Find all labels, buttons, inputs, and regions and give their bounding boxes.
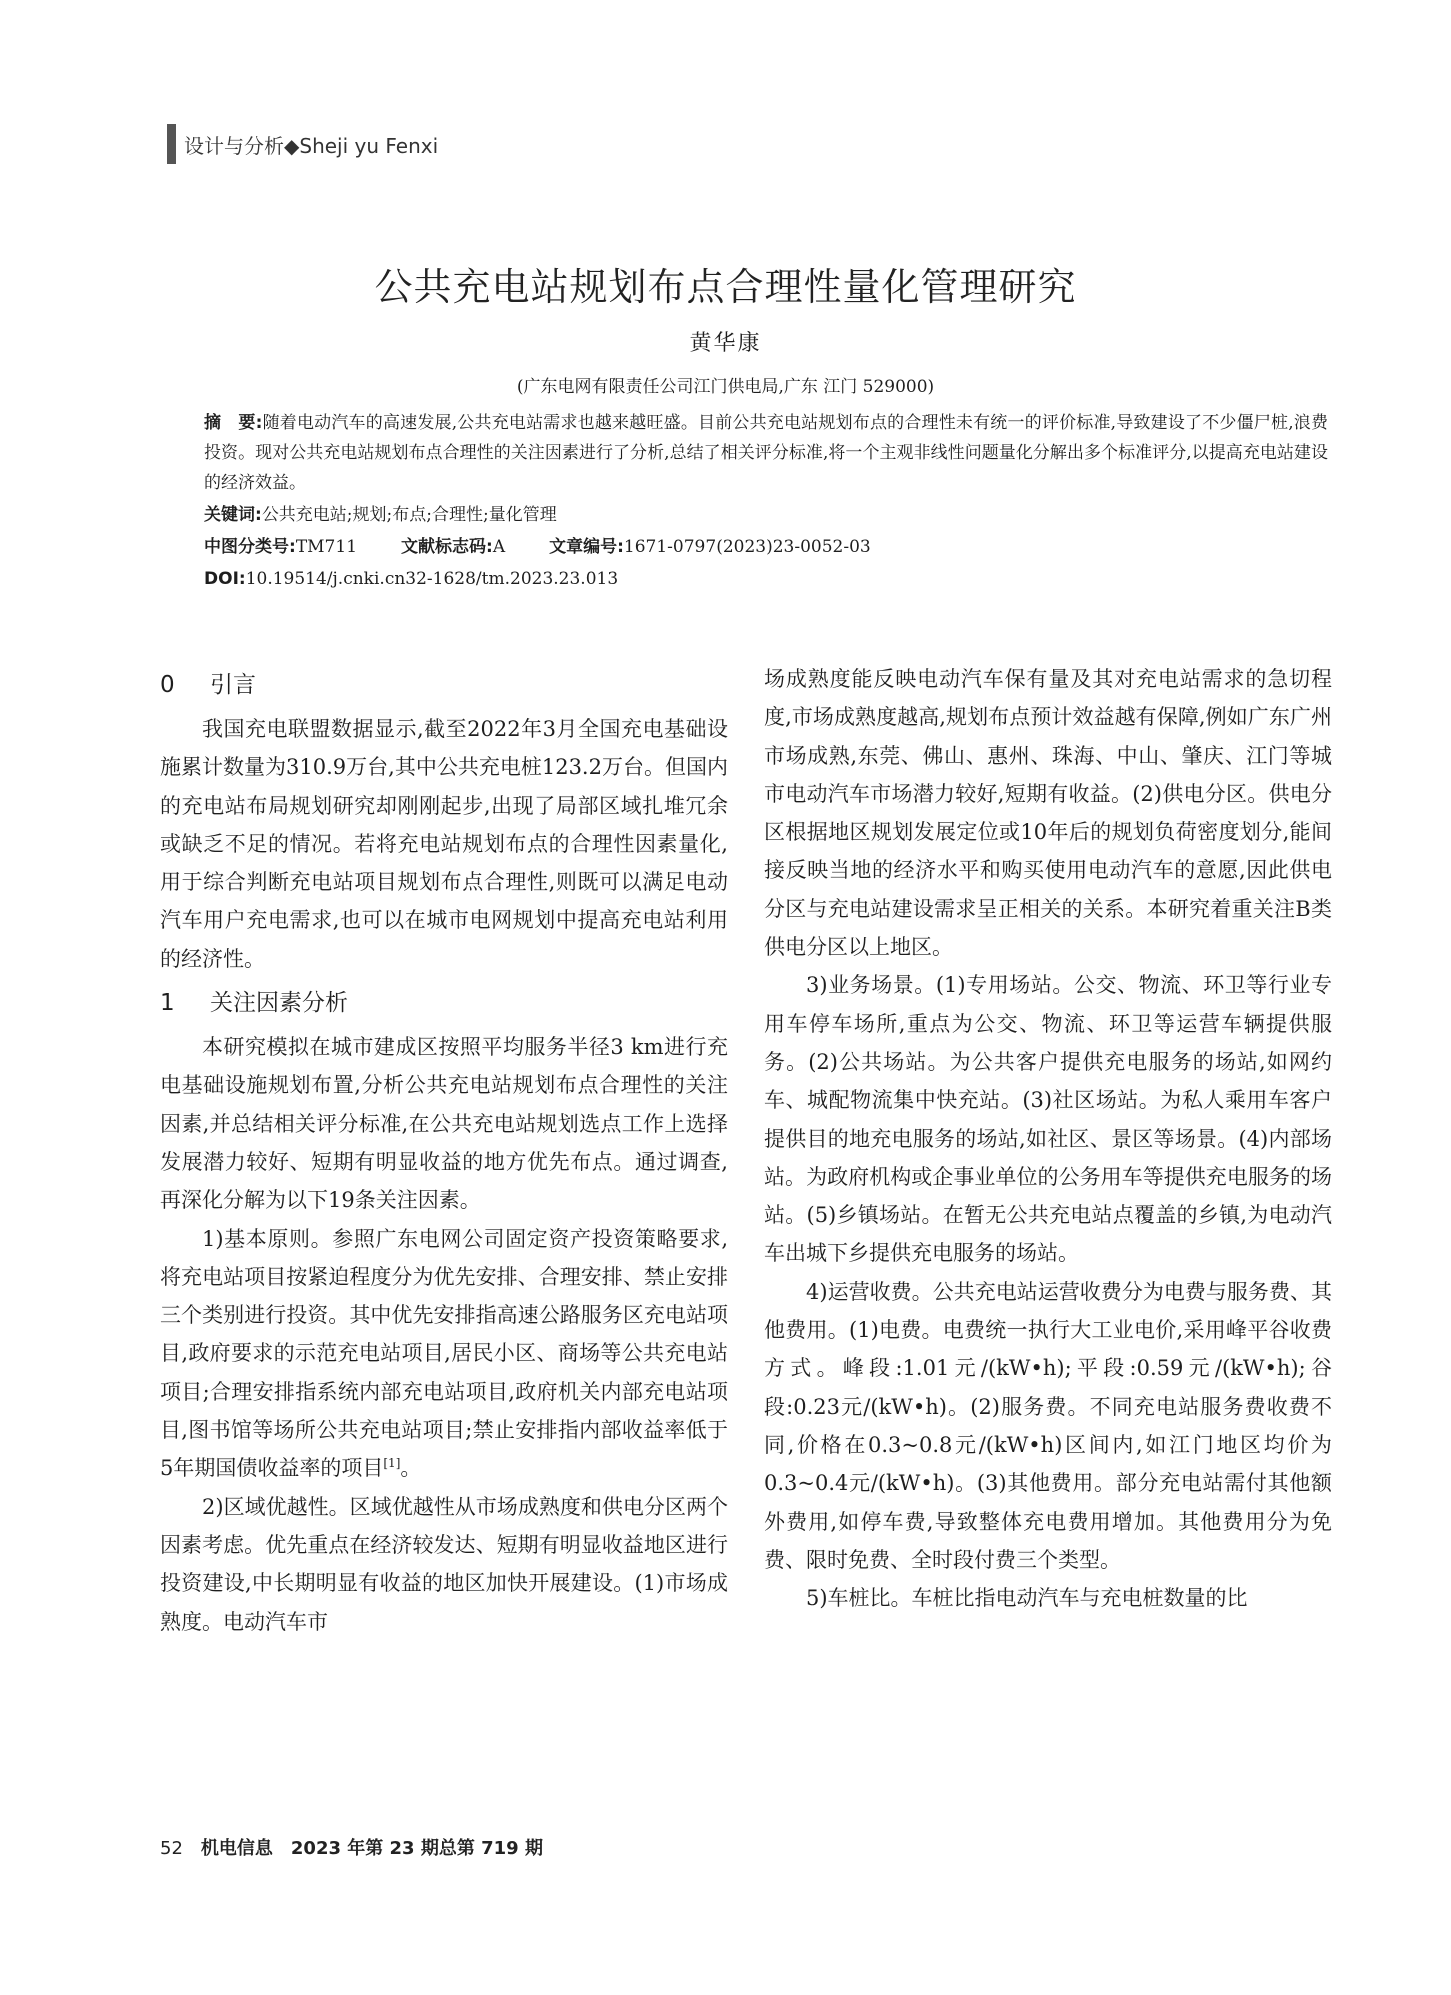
paragraph: 3)业务场景。(1)专用场站。公交、物流、环卫等行业专用车停车场所,重点为公交、物流、环卫等运营车辆提供服务。(2)公共场站。为公共客户提供充电服务的场站,如网约车、城配物流集中快充站。(3)社区场站。为私人乘用车客户提供目的地充电服务的场站,如社区、景区等场景。(4)内部场站。为政府机构或企事业单位的公务用车等提供充电服务的场站。(5)乡镇场站。在暂无公共充电站点覆盖的乡镇,为电动汽车出城下乡提供充电服务的场站。 [764,973,1332,1266]
doi-value: 10.19514/j.cnki.cn32-1628/tm.2023.23.013 [245,569,619,589]
paragraph [160,1220,728,1488]
header-text: 设计与分析◆Sheji yu Fenxi [184,133,439,158]
section-number: 1 [160,990,175,1017]
paragraph: 我国充电联盟数据显示,截至2022年3月全国充电基础设施累计数量为310.9万台,其中公共充电桩123.2万台。但国内的充电站布局规划研究却刚刚起步,出现了局部区域扎堆冗余或缺乏不足的情况。若将充电站规划布点的合理性因素量化,用于综合判断充电站项目规划布点合理性,则既可以满足电动汽车用户充电需求,也可以在城市电网规划中提高充电站利用的经济性。 [160,717,728,971]
author: 黄华康 [689,331,762,356]
page-footer [160,1834,543,1860]
section-number: 0 [160,672,175,698]
doi [204,564,1328,594]
affiliation: (广东电网有限责任公司江门供电局,广东 江门 529000) [516,377,935,397]
paragraph: 场成熟度能反映电动汽车保有量及其对充电站需求的急切程度,市场成熟度越高,规划布点预计效益越有保障,例如广东广州市场成熟,东莞、佛山、惠州、珠海、中山、肇庆、江门等城市电动汽车市场潜力较好,短期有收益。(2)供电分区。供电分区根据地区规划发展定位或10年后的规划负荷密度划分,能间接反映当地的经济水平和购买使用电动汽车的意愿,因此供电分区与充电站建设需求呈正相关的关系。本研究着重关注B类供电分区以上地区。 [764,667,1332,960]
section-title: 引言 [210,672,256,698]
abstract [204,408,1328,498]
paragraph: 5)车桩比。车桩比指电动汽车与充电桩数量的比 [806,1586,1248,1611]
section-heading-0 [160,664,728,706]
paragraph-end: 。 [400,1456,422,1481]
right-column [764,660,1332,1617]
keywords [204,500,1328,530]
abstract-label: 摘 要: [204,413,263,433]
clc-label: 中图分类号: [204,537,296,557]
classification [204,532,1328,562]
keywords-label: 关键词: [204,505,262,525]
running-header [167,124,438,164]
paper-title: 公共充电站规划布点合理性量化管理研究 [374,265,1077,309]
paragraph-text: 1)基本原则。参照广东电网公司固定资产投资策略要求,将充电站项目按紧迫程度分为优先安排、合理安排、禁止安排三个类别进行投资。其中优先安排指高速公路服务区充电站项目,政府要求的示范充电站项目,居民小区、商场等公共充电站项目;合理安排指系统内部充电站项目,政府机关内部充电站项目,图书馆等场所公共充电站项目;禁止安排指内部收益率低于5年期国债收益率的项目 [160,1226,728,1481]
section-heading-1 [160,982,728,1024]
paragraph: 本研究模拟在城市建成区按照平均服务半径3 km进行充电基础设施规划布置,分析公共充电站规划布点合理性的关注因素,并总结相关评分标准,在公共充电站规划选点工作上选择发展潜力较好、短期有明显收益的地方优先布点。通过调查,再深化分解为以下19条关注因素。 [160,1035,728,1213]
doi-label: DOI: [204,569,246,589]
article-value: 1671-0797(2023)23-0052-03 [623,537,871,557]
journal-name: 机电信息 [200,1838,273,1859]
doc-value: A [492,537,506,557]
article-label: 文章编号: [549,537,624,557]
left-column [160,660,728,1641]
keywords-text: 公共充电站;规划;布点;合理性;量化管理 [261,505,557,525]
citation-ref: [1] [383,1456,401,1471]
clc-value: TM711 [295,537,358,557]
section-title: 关注因素分析 [210,990,348,1017]
abstract-text: 随着电动汽车的高速发展,公共充电站需求也越来越旺盛。目前公共充电站规划布点的合理性未有统一的评价标准,导致建设了不少僵尸桩,浪费投资。现对公共充电站规划布点合理性的关注因素进行了分析,总结了相关评分标准,将一个主观非线性问题量化分解出多个标准评分,以提高充电站建设的经济效益。 [204,413,1328,493]
paragraph: 4)运营收费。公共充电站运营收费分为电费与服务费、其他费用。(1)电费。电费统一执行大工业电价,采用峰平谷收费方式。峰段:1.01元/(kW•h);平段:0.59元/(kW•h);谷段:0.23元/(kW•h)。(2)服务费。不同充电站服务费收费不同,价格在0.3~0.8元/(kW•h)区间内,如江门地区均价为0.3~0.4元/(kW•h)。(3)其他费用。部分充电站需付其他额外费用,如停车费,导致整体充电费用增加。其他费用分为免费、限时免费、全时段付费三个类型。 [764,1279,1332,1572]
page-number: 52 [160,1838,183,1859]
paragraph: 2)区域优越性。区域优越性从市场成熟度和供电分区两个因素考虑。优先重点在经济较发达、短期有明显收益地区进行投资建设,中长期明显有收益的地区加快开展建设。(1)市场成熟度。电动汽车市 [160,1494,728,1634]
doc-label: 文献标志码: [401,537,493,557]
header-bar [167,124,176,164]
issue-info: 2023 年第 23 期总第 719 期 [290,1838,543,1859]
